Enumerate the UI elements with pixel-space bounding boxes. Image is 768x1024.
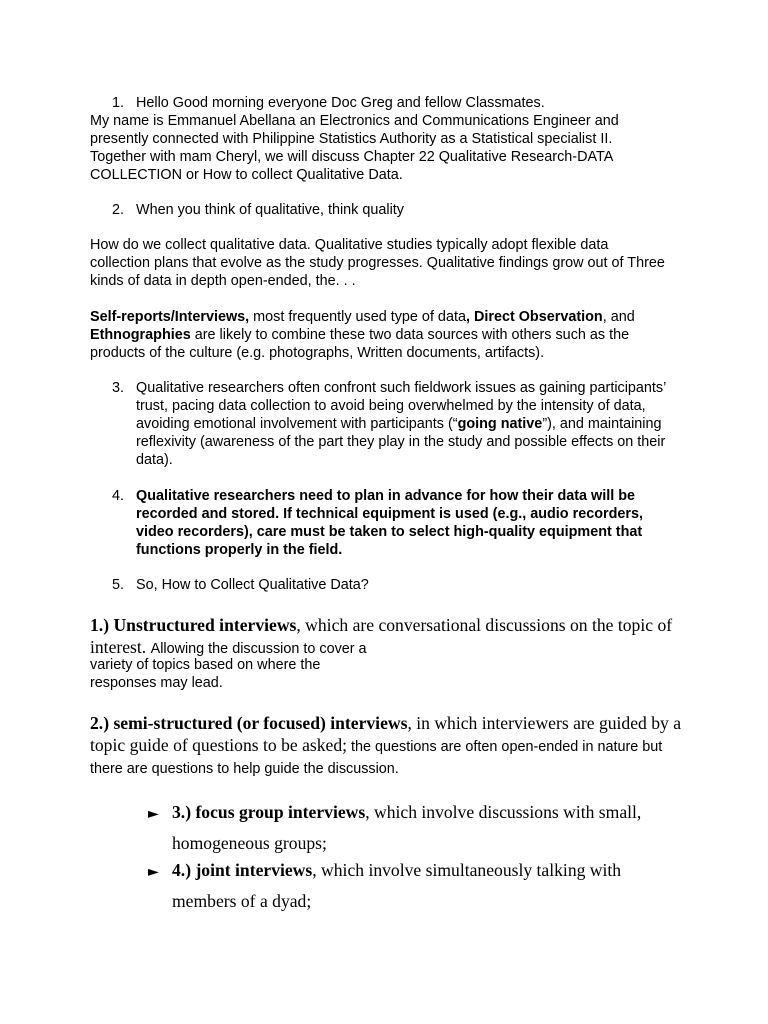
text-run: homogeneous groups; (172, 833, 327, 853)
method-unstructured-cont: variety of topics based on where the (90, 657, 321, 673)
text-run: , which are conversational discussions on the topic of interest. (90, 615, 673, 657)
method-focus-group (148, 798, 668, 858)
bold-term: 3.) focus group interviews (172, 802, 366, 822)
text-run: Allowing the discussion to cover a (150, 641, 367, 657)
text-run: most frequently used type of data (249, 309, 466, 325)
list-number: 5. (112, 577, 125, 593)
list-number: 4. (112, 488, 125, 504)
method-semi-structured (90, 712, 690, 778)
bold-term: Ethnographies (90, 327, 191, 343)
list-item-text (136, 379, 676, 469)
bold-term: 4.) joint interviews (172, 860, 313, 880)
method-unstructured-cont: responses may lead. (90, 675, 223, 691)
self-report-paragraph (90, 308, 670, 362)
method-joint (148, 856, 668, 916)
text-run: , in which interviewers are guided by a topic guide of questions to be asked; (90, 713, 682, 755)
text-run: the questions are often open-ended in nature but there are questions to help guide the discussion. (90, 739, 663, 777)
bullet-arrow-icon: ► (148, 864, 159, 880)
bold-term: Self-reports/Interviews, (90, 309, 250, 325)
bold-term: , Direct Observation (465, 309, 603, 325)
text-run: Qualitative researchers often confront such fieldwork issues as gaining participants’ trust, pacing data collection to avoid being overwhelmed by the intensity of data, avoiding emotional involvement with participants (“ (136, 380, 666, 432)
text-run: , which involve simultaneously talking with (312, 860, 622, 880)
text-run: , and (602, 309, 635, 325)
method-unstructured (90, 614, 690, 658)
list-number: 1. (112, 95, 125, 111)
text-run: , which involve discussions with small, (365, 802, 642, 822)
list-number: 3. (112, 380, 125, 396)
bullet-arrow-icon: ► (148, 806, 159, 822)
bold-term: 1.) Unstructured interviews (90, 615, 297, 635)
list-item-text: So, How to Collect Qualitative Data? (136, 577, 369, 593)
collect-paragraph: How do we collect qualitative data. Qualitative studies typically adopt flexible data collection plans that evolve as the study progresses. Qualitative findings grow out of Three kinds of data in depth open-ended, the. . . (90, 237, 665, 289)
list-item-text: Qualitative researchers need to plan in advance for how their data will be recorded and stored. If technical equipment is used (e.g., audio recorders, video recorders), care must be taken to select high-quality equipment that functions properly in the field. (136, 488, 643, 558)
bold-term: 2.) semi-structured (or focused) interviews (90, 713, 408, 733)
intro-paragraph: My name is Emmanuel Abellana an Electronics and Communications Engineer and presently connected with Philippine Statistics Authority as a Statistical specialist II. Together with mam Cheryl, we will discuss Chapter 22 Qualitative Research-DATA COLLECTION or How to collect Qualitative Data. (90, 113, 619, 183)
list-number: 2. (112, 202, 125, 218)
text-run: ”), and maintaining reflexivity (awareness of the part they play in the study and possible effects on their data). (136, 416, 666, 468)
text-run: are likely to combine these two data sources with others such as the products of the culture (e.g. photographs, Written documents, artifacts). (90, 327, 630, 361)
text-run: members of a dyad; (172, 891, 312, 911)
list-item-text: When you think of qualitative, think quality (136, 202, 404, 218)
greeting-text: Hello Good morning everyone Doc Greg and fellow Classmates. (136, 95, 545, 111)
bold-term: going native (457, 416, 543, 432)
